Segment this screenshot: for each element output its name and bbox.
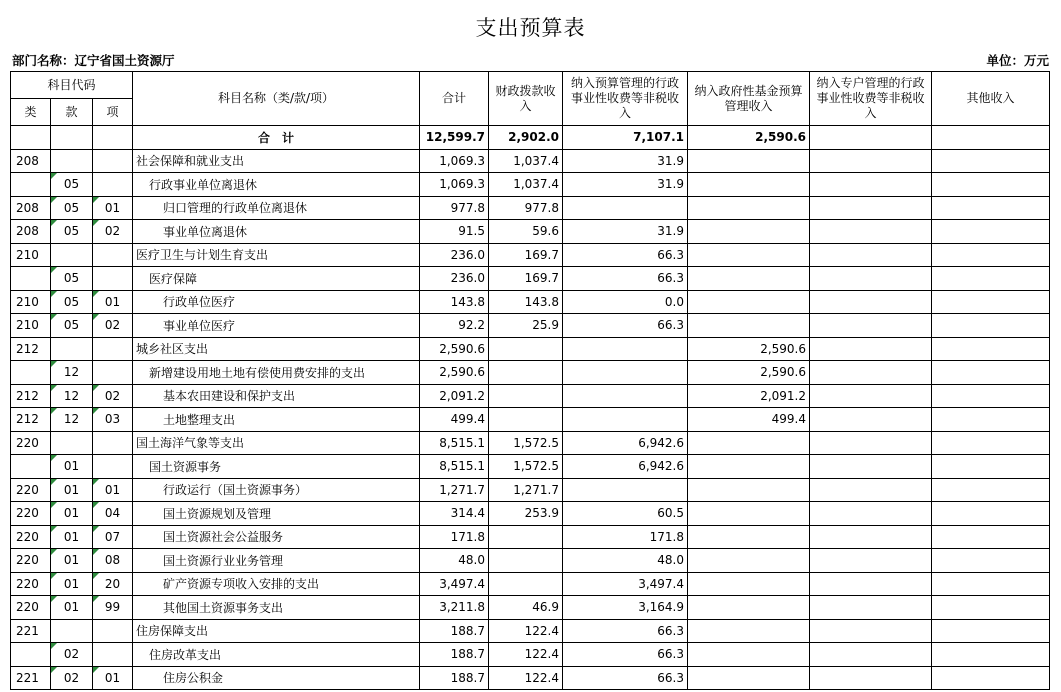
cell-fiscal xyxy=(489,337,563,361)
cell-total: 1,271.7 xyxy=(420,478,489,502)
cell-other xyxy=(932,643,1050,667)
code-kuan: 05 xyxy=(51,173,93,197)
code-kuan: 05 xyxy=(51,314,93,338)
table-row xyxy=(11,314,1050,338)
cell-gov-fund xyxy=(688,220,810,244)
code-xiang: 20 xyxy=(93,572,133,596)
cell-total: 8,515.1 xyxy=(420,431,489,455)
cell-total: 3,497.4 xyxy=(420,572,489,596)
cell-total: 143.8 xyxy=(420,290,489,314)
code-xiang xyxy=(93,361,133,385)
cell-total: 499.4 xyxy=(420,408,489,432)
code-kuan: 01 xyxy=(51,572,93,596)
cell-budget-mgmt xyxy=(563,337,688,361)
cell-fiscal: 122.4 xyxy=(489,666,563,690)
table-row xyxy=(11,220,1050,244)
cell-special xyxy=(810,596,932,620)
subject-name: 事业单位医疗 xyxy=(133,314,420,338)
page-title: 支出预算表 xyxy=(475,16,586,40)
code-lei xyxy=(11,361,51,385)
cell-gov-fund xyxy=(688,572,810,596)
code-lei: 210 xyxy=(11,290,51,314)
table-row xyxy=(11,361,1050,385)
cell-other xyxy=(932,572,1050,596)
cell-budget-mgmt xyxy=(563,196,688,220)
cell-fiscal xyxy=(489,572,563,596)
cell-total: 188.7 xyxy=(420,666,489,690)
table-row xyxy=(11,408,1050,432)
code-kuan: 01 xyxy=(51,455,93,479)
cell-budget-mgmt: 171.8 xyxy=(563,525,688,549)
cell-other xyxy=(932,314,1050,338)
table-row xyxy=(11,502,1050,526)
code-kuan: 05 xyxy=(51,267,93,291)
table-row xyxy=(11,337,1050,361)
cell-gov-fund: 2,590.6 xyxy=(688,361,810,385)
header-special: 纳入专户管理的行政事业性收费等非税收入 xyxy=(810,72,932,126)
cell-special xyxy=(810,502,932,526)
code-lei: 210 xyxy=(11,243,51,267)
code-xiang xyxy=(93,619,133,643)
total-budget-mgmt: 7,107.1 xyxy=(563,126,688,150)
subject-name: 城乡社区支出 xyxy=(133,337,420,361)
subject-name: 新增建设用地土地有偿使用费安排的支出 xyxy=(133,361,420,385)
subject-name: 国土资源行业业务管理 xyxy=(133,549,420,573)
cell-total: 1,069.3 xyxy=(420,149,489,173)
cell-total: 2,590.6 xyxy=(420,361,489,385)
table-row xyxy=(11,384,1050,408)
cell-other xyxy=(932,502,1050,526)
code-xiang xyxy=(93,337,133,361)
subject-name: 社会保障和就业支出 xyxy=(133,149,420,173)
cell-total: 8,515.1 xyxy=(420,455,489,479)
cell-budget-mgmt: 66.3 xyxy=(563,314,688,338)
cell-gov-fund: 499.4 xyxy=(688,408,810,432)
total-other xyxy=(932,126,1050,150)
cell-fiscal: 1,271.7 xyxy=(489,478,563,502)
cell-gov-fund xyxy=(688,173,810,197)
code-xiang: 01 xyxy=(93,196,133,220)
code-kuan xyxy=(51,149,93,173)
subject-name: 行政单位医疗 xyxy=(133,290,420,314)
header-name: 科目名称（类/款/项） xyxy=(133,72,420,126)
subject-name: 基本农田建设和保护支出 xyxy=(133,384,420,408)
code-kuan: 01 xyxy=(51,478,93,502)
code-lei: 221 xyxy=(11,619,51,643)
cell-other xyxy=(932,149,1050,173)
table-row xyxy=(11,267,1050,291)
cell-budget-mgmt xyxy=(563,408,688,432)
cell-special xyxy=(810,643,932,667)
cell-budget-mgmt: 66.3 xyxy=(563,243,688,267)
header-other: 其他收入 xyxy=(932,72,1050,126)
cell-total: 2,590.6 xyxy=(420,337,489,361)
code-lei: 208 xyxy=(11,149,51,173)
table-row xyxy=(11,149,1050,173)
unit-label: 单位：万元 xyxy=(986,53,1049,68)
header-row-1 xyxy=(11,72,1050,99)
cell-other xyxy=(932,290,1050,314)
code-kuan xyxy=(51,431,93,455)
code-xiang: 01 xyxy=(93,290,133,314)
cell-gov-fund xyxy=(688,643,810,667)
subject-name: 国土资源社会公益服务 xyxy=(133,525,420,549)
table-row xyxy=(11,549,1050,573)
cell-special xyxy=(810,408,932,432)
cell-total: 236.0 xyxy=(420,267,489,291)
cell-total: 91.5 xyxy=(420,220,489,244)
cell-gov-fund: 2,590.6 xyxy=(688,337,810,361)
code-kuan: 05 xyxy=(51,290,93,314)
table-row xyxy=(11,643,1050,667)
cell-other xyxy=(932,549,1050,573)
table-row xyxy=(11,455,1050,479)
cell-special xyxy=(810,173,932,197)
cell-other xyxy=(932,243,1050,267)
table-row xyxy=(11,572,1050,596)
cell-total: 314.4 xyxy=(420,502,489,526)
cell-special xyxy=(810,431,932,455)
table-row xyxy=(11,173,1050,197)
total-total: 12,599.7 xyxy=(420,126,489,150)
cell-other xyxy=(932,619,1050,643)
cell-budget-mgmt: 3,164.9 xyxy=(563,596,688,620)
cell-budget-mgmt xyxy=(563,384,688,408)
cell-other xyxy=(932,666,1050,690)
cell-special xyxy=(810,619,932,643)
total-xiang xyxy=(93,126,133,150)
code-lei: 221 xyxy=(11,666,51,690)
cell-gov-fund xyxy=(688,502,810,526)
cell-total: 977.8 xyxy=(420,196,489,220)
code-xiang xyxy=(93,643,133,667)
cell-other xyxy=(932,455,1050,479)
code-lei: 220 xyxy=(11,596,51,620)
code-kuan: 01 xyxy=(51,525,93,549)
cell-other xyxy=(932,267,1050,291)
code-xiang: 02 xyxy=(93,220,133,244)
code-kuan: 05 xyxy=(51,220,93,244)
code-xiang: 02 xyxy=(93,314,133,338)
code-xiang: 03 xyxy=(93,408,133,432)
total-row xyxy=(11,126,1050,150)
cell-fiscal: 1,572.5 xyxy=(489,431,563,455)
cell-budget-mgmt: 31.9 xyxy=(563,220,688,244)
header-budget-mgmt: 纳入预算管理的行政事业性收费等非税收入 xyxy=(563,72,688,126)
cell-special xyxy=(810,361,932,385)
cell-gov-fund xyxy=(688,431,810,455)
cell-total: 1,069.3 xyxy=(420,173,489,197)
table-row xyxy=(11,431,1050,455)
code-kuan: 01 xyxy=(51,596,93,620)
cell-fiscal: 143.8 xyxy=(489,290,563,314)
cell-gov-fund xyxy=(688,525,810,549)
cell-fiscal: 977.8 xyxy=(489,196,563,220)
cell-total: 3,211.8 xyxy=(420,596,489,620)
code-lei: 212 xyxy=(11,408,51,432)
cell-fiscal xyxy=(489,361,563,385)
cell-fiscal: 169.7 xyxy=(489,243,563,267)
subject-name: 住房保障支出 xyxy=(133,619,420,643)
code-xiang xyxy=(93,173,133,197)
cell-special xyxy=(810,243,932,267)
cell-other xyxy=(932,361,1050,385)
code-lei: 220 xyxy=(11,502,51,526)
cell-fiscal: 253.9 xyxy=(489,502,563,526)
header-lei: 类 xyxy=(11,99,51,126)
code-lei xyxy=(11,643,51,667)
cell-fiscal: 122.4 xyxy=(489,619,563,643)
code-lei: 220 xyxy=(11,478,51,502)
total-lei xyxy=(11,126,51,150)
cell-other xyxy=(932,478,1050,502)
subject-name: 住房公积金 xyxy=(133,666,420,690)
table-row xyxy=(11,666,1050,690)
cell-gov-fund xyxy=(688,196,810,220)
table-row xyxy=(11,196,1050,220)
cell-budget-mgmt: 60.5 xyxy=(563,502,688,526)
code-xiang xyxy=(93,431,133,455)
total-fiscal: 2,902.0 xyxy=(489,126,563,150)
cell-other xyxy=(932,384,1050,408)
cell-other xyxy=(932,220,1050,244)
cell-total: 171.8 xyxy=(420,525,489,549)
cell-special xyxy=(810,549,932,573)
cell-budget-mgmt: 6,942.6 xyxy=(563,431,688,455)
subject-name: 国土海洋气象等支出 xyxy=(133,431,420,455)
cell-special xyxy=(810,455,932,479)
total-special xyxy=(810,126,932,150)
cell-gov-fund xyxy=(688,243,810,267)
code-kuan xyxy=(51,619,93,643)
cell-fiscal: 169.7 xyxy=(489,267,563,291)
code-lei xyxy=(11,455,51,479)
cell-budget-mgmt: 66.3 xyxy=(563,267,688,291)
code-kuan xyxy=(51,337,93,361)
code-xiang: 04 xyxy=(93,502,133,526)
code-lei: 208 xyxy=(11,220,51,244)
table-row xyxy=(11,478,1050,502)
code-xiang: 99 xyxy=(93,596,133,620)
cell-special xyxy=(810,149,932,173)
subject-name: 医疗卫生与计划生育支出 xyxy=(133,243,420,267)
code-xiang: 08 xyxy=(93,549,133,573)
code-xiang xyxy=(93,243,133,267)
header-gov-fund: 纳入政府性基金预算管理收入 xyxy=(688,72,810,126)
subject-name: 矿产资源专项收入安排的支出 xyxy=(133,572,420,596)
cell-gov-fund xyxy=(688,596,810,620)
cell-other xyxy=(932,408,1050,432)
table-row xyxy=(11,525,1050,549)
code-xiang: 02 xyxy=(93,384,133,408)
cell-gov-fund xyxy=(688,619,810,643)
cell-budget-mgmt xyxy=(563,478,688,502)
cell-fiscal: 59.6 xyxy=(489,220,563,244)
code-lei: 208 xyxy=(11,196,51,220)
code-lei: 212 xyxy=(11,337,51,361)
cell-other xyxy=(932,337,1050,361)
cell-total: 2,091.2 xyxy=(420,384,489,408)
code-xiang: 01 xyxy=(93,478,133,502)
code-kuan: 12 xyxy=(51,361,93,385)
code-kuan: 01 xyxy=(51,502,93,526)
cell-special xyxy=(810,666,932,690)
code-lei: 210 xyxy=(11,314,51,338)
code-lei: 220 xyxy=(11,431,51,455)
subject-name: 归口管理的行政单位离退休 xyxy=(133,196,420,220)
cell-special xyxy=(810,525,932,549)
code-lei: 212 xyxy=(11,384,51,408)
cell-fiscal xyxy=(489,384,563,408)
code-xiang xyxy=(93,267,133,291)
table-row xyxy=(11,619,1050,643)
cell-budget-mgmt: 3,497.4 xyxy=(563,572,688,596)
cell-special xyxy=(810,337,932,361)
cell-total: 188.7 xyxy=(420,643,489,667)
cell-total: 236.0 xyxy=(420,243,489,267)
cell-fiscal: 1,572.5 xyxy=(489,455,563,479)
cell-other xyxy=(932,173,1050,197)
cell-budget-mgmt: 0.0 xyxy=(563,290,688,314)
cell-total: 92.2 xyxy=(420,314,489,338)
cell-gov-fund xyxy=(688,290,810,314)
code-lei: 220 xyxy=(11,525,51,549)
total-kuan xyxy=(51,126,93,150)
cell-fiscal: 1,037.4 xyxy=(489,173,563,197)
total-label: 合 计 xyxy=(133,126,420,150)
cell-budget-mgmt: 66.3 xyxy=(563,666,688,690)
code-kuan: 12 xyxy=(51,408,93,432)
header-fiscal: 财政拨款收入 xyxy=(489,72,563,126)
code-xiang: 07 xyxy=(93,525,133,549)
subject-name: 住房改革支出 xyxy=(133,643,420,667)
code-kuan xyxy=(51,243,93,267)
cell-budget-mgmt: 31.9 xyxy=(563,173,688,197)
subject-name: 土地整理支出 xyxy=(133,408,420,432)
subject-name: 国土资源事务 xyxy=(133,455,420,479)
cell-special xyxy=(810,220,932,244)
cell-fiscal: 25.9 xyxy=(489,314,563,338)
cell-gov-fund xyxy=(688,314,810,338)
table-row xyxy=(11,596,1050,620)
code-lei: 220 xyxy=(11,549,51,573)
subject-name: 其他国土资源事务支出 xyxy=(133,596,420,620)
department-label: 部门名称：辽宁省国土资源厅 xyxy=(12,53,175,68)
cell-special xyxy=(810,290,932,314)
code-kuan: 01 xyxy=(51,549,93,573)
code-kuan: 12 xyxy=(51,384,93,408)
subject-name: 事业单位离退休 xyxy=(133,220,420,244)
cell-total: 48.0 xyxy=(420,549,489,573)
code-lei xyxy=(11,173,51,197)
code-kuan: 02 xyxy=(51,666,93,690)
cell-other xyxy=(932,431,1050,455)
subject-name: 行政运行（国土资源事务） xyxy=(133,478,420,502)
cell-gov-fund: 2,091.2 xyxy=(688,384,810,408)
code-lei xyxy=(11,267,51,291)
header-kuan: 款 xyxy=(51,99,93,126)
code-xiang xyxy=(93,455,133,479)
code-kuan: 02 xyxy=(51,643,93,667)
cell-gov-fund xyxy=(688,478,810,502)
cell-budget-mgmt: 48.0 xyxy=(563,549,688,573)
cell-special xyxy=(810,196,932,220)
cell-special xyxy=(810,478,932,502)
cell-budget-mgmt: 66.3 xyxy=(563,619,688,643)
header-total: 合计 xyxy=(420,72,489,126)
cell-fiscal xyxy=(489,525,563,549)
cell-other xyxy=(932,596,1050,620)
cell-gov-fund xyxy=(688,149,810,173)
cell-gov-fund xyxy=(688,267,810,291)
cell-special xyxy=(810,314,932,338)
cell-special xyxy=(810,384,932,408)
cell-fiscal xyxy=(489,549,563,573)
cell-gov-fund xyxy=(688,549,810,573)
subject-name: 国土资源规划及管理 xyxy=(133,502,420,526)
header-code-group: 科目代码 xyxy=(11,72,133,99)
cell-total: 188.7 xyxy=(420,619,489,643)
cell-fiscal: 122.4 xyxy=(489,643,563,667)
code-xiang xyxy=(93,149,133,173)
cell-budget-mgmt: 31.9 xyxy=(563,149,688,173)
budget-table xyxy=(10,71,1050,690)
code-kuan: 05 xyxy=(51,196,93,220)
table-row xyxy=(11,290,1050,314)
subject-name: 医疗保障 xyxy=(133,267,420,291)
cell-other xyxy=(932,196,1050,220)
total-gov-fund: 2,590.6 xyxy=(688,126,810,150)
code-xiang: 01 xyxy=(93,666,133,690)
header-xiang: 项 xyxy=(93,99,133,126)
cell-special xyxy=(810,267,932,291)
cell-budget-mgmt: 6,942.6 xyxy=(563,455,688,479)
subject-name: 行政事业单位离退休 xyxy=(133,173,420,197)
cell-budget-mgmt: 66.3 xyxy=(563,643,688,667)
cell-budget-mgmt xyxy=(563,361,688,385)
table-row xyxy=(11,243,1050,267)
cell-fiscal xyxy=(489,408,563,432)
cell-special xyxy=(810,572,932,596)
cell-fiscal: 1,037.4 xyxy=(489,149,563,173)
code-lei: 220 xyxy=(11,572,51,596)
cell-gov-fund xyxy=(688,666,810,690)
cell-other xyxy=(932,525,1050,549)
cell-gov-fund xyxy=(688,455,810,479)
cell-fiscal: 46.9 xyxy=(489,596,563,620)
